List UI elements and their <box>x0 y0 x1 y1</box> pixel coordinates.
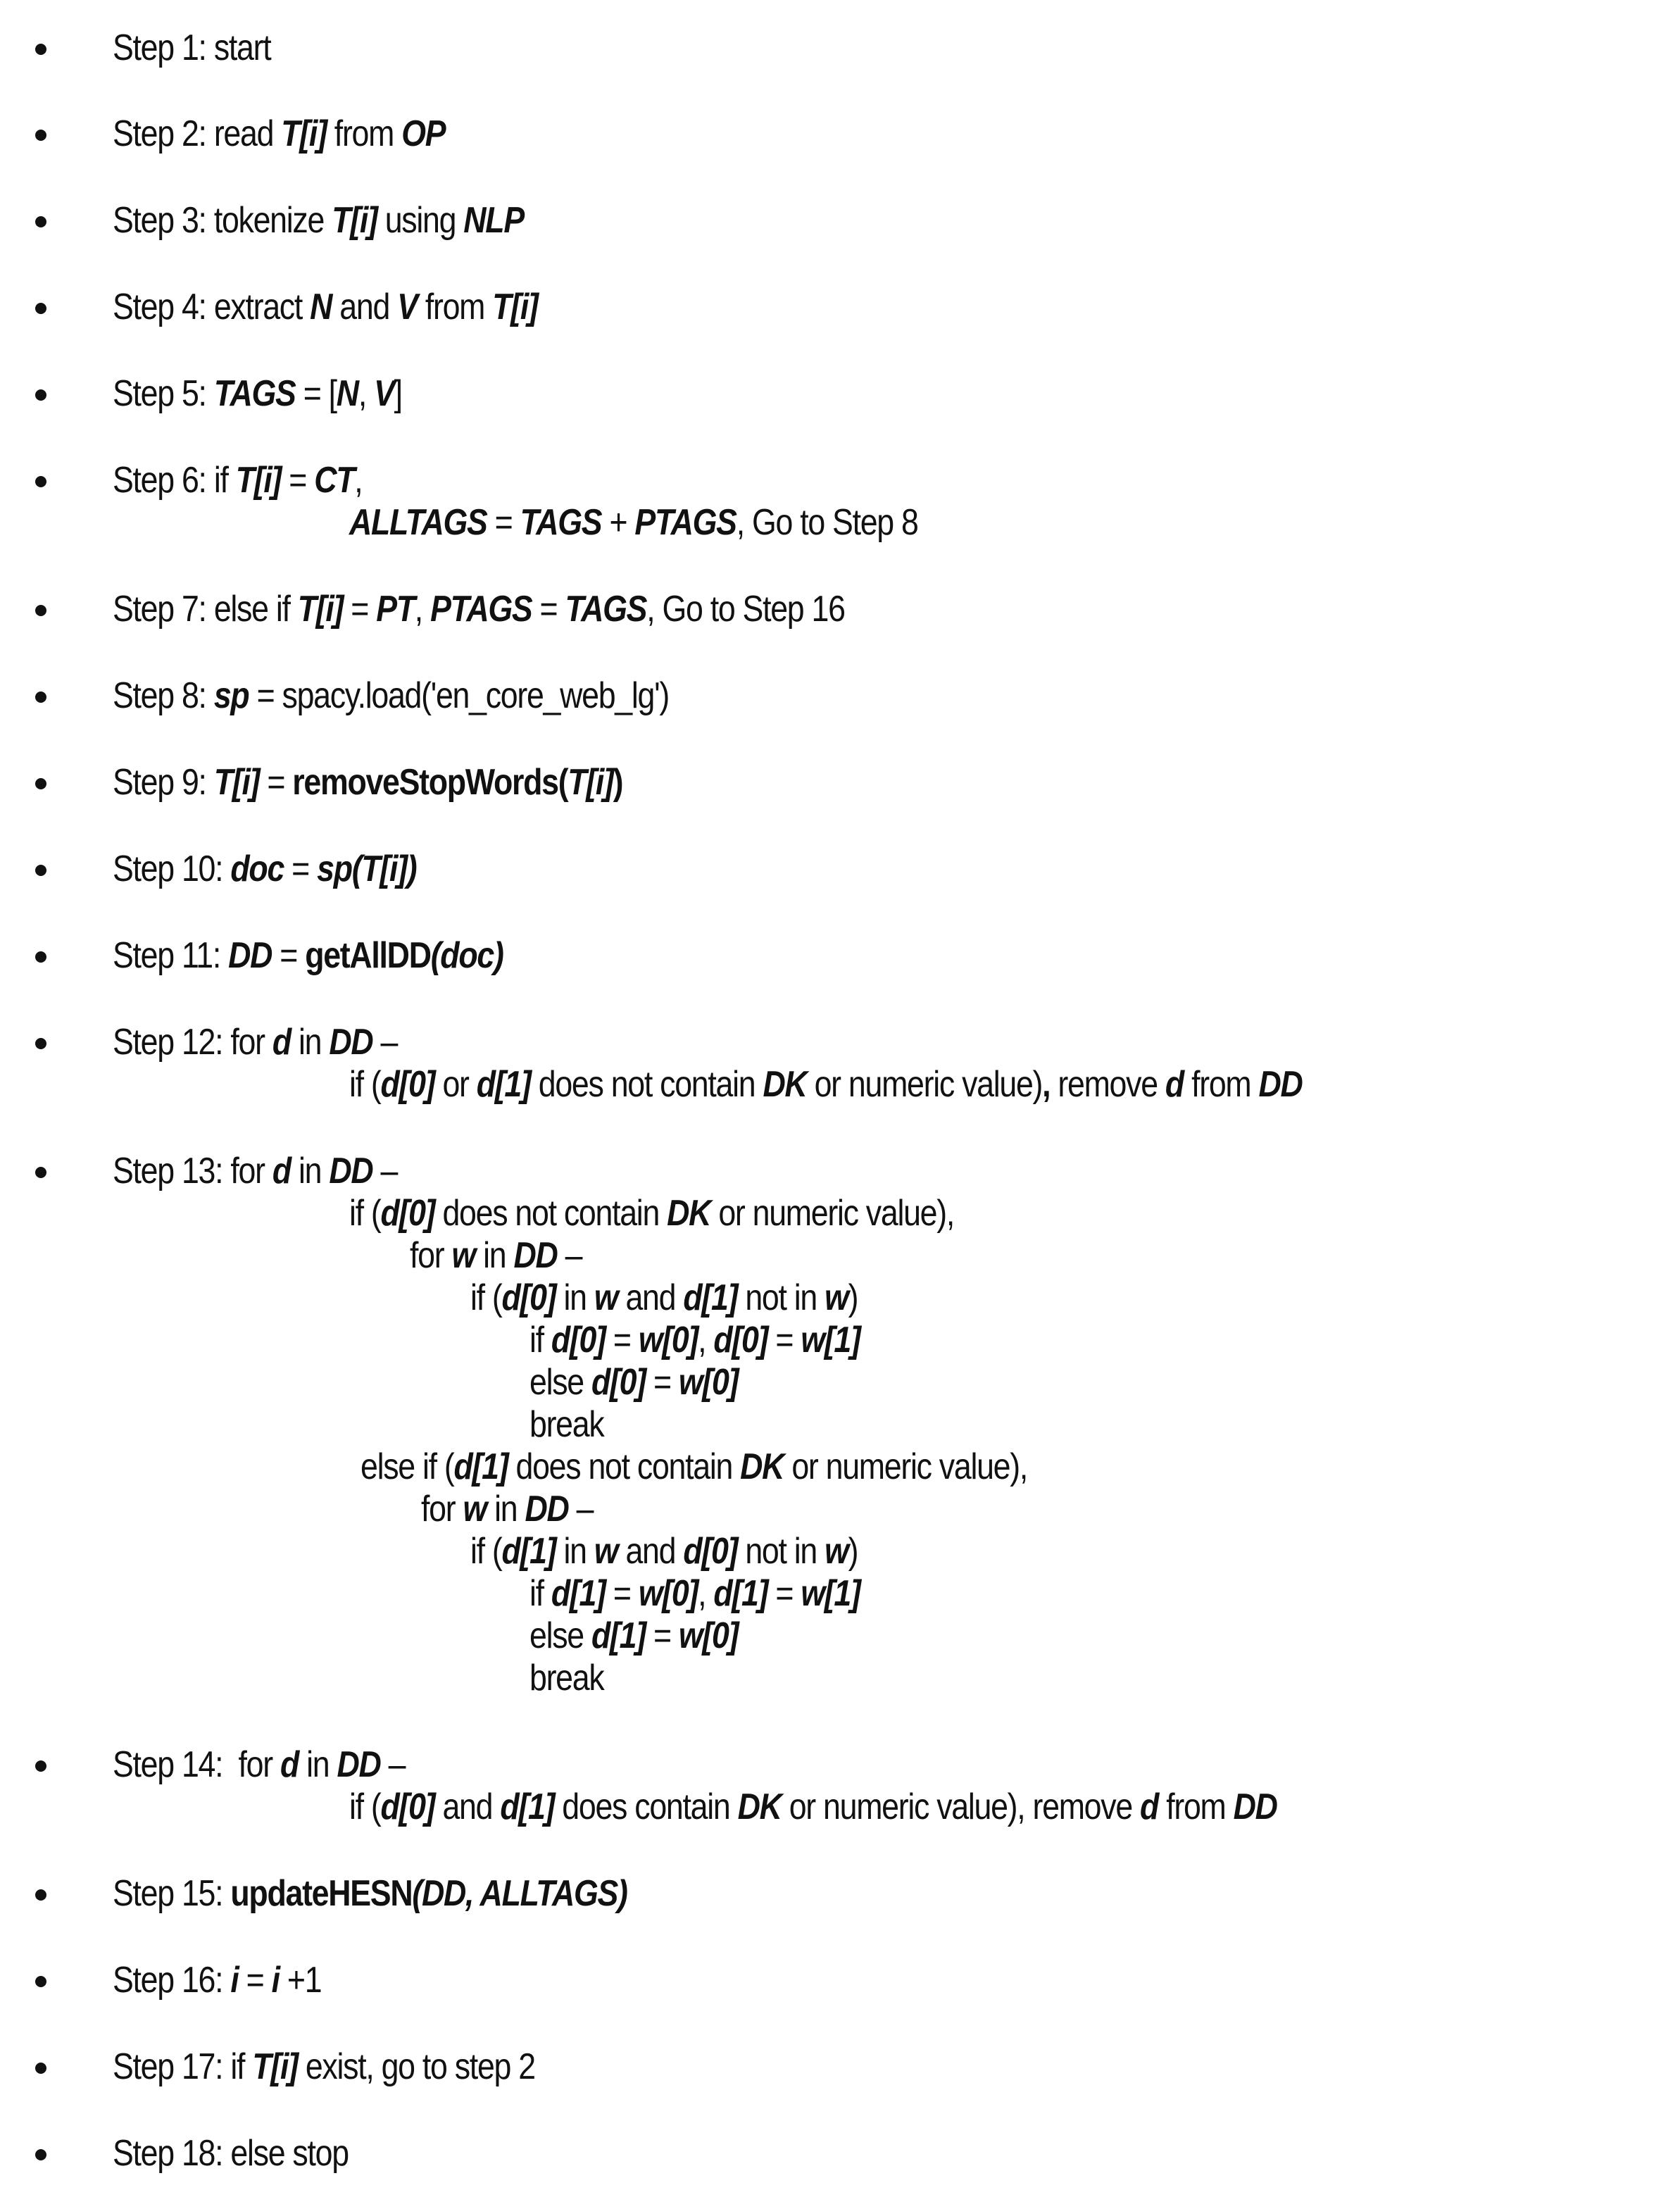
plain-text: in <box>556 1277 594 1318</box>
emphasized-term: DK <box>737 1787 782 1827</box>
plain-text: = [ <box>295 373 337 414</box>
emphasized-term: d[1] <box>551 1573 606 1614</box>
emphasized-term: DK <box>667 1193 711 1234</box>
emphasized-term: d[1] <box>683 1277 738 1318</box>
plain-text: – <box>372 1022 398 1063</box>
plain-text: Step 17: if <box>113 2046 253 2087</box>
plain-text: else <box>529 1615 592 1656</box>
emphasized-term: d[0] <box>591 1362 646 1403</box>
emphasized-term: TAGS <box>565 589 647 630</box>
emphasized-term: V <box>374 373 394 414</box>
step-text <box>113 2132 349 2175</box>
plain-text: for <box>410 1235 452 1276</box>
plain-text: from <box>326 113 402 154</box>
emphasized-term: TAGS <box>520 502 602 543</box>
bullet-icon <box>35 1976 46 1987</box>
emphasized-term: d[0] <box>380 1064 435 1105</box>
emphasized-term: d[1] <box>453 1446 508 1487</box>
step-text <box>113 459 362 501</box>
plain-text: if ( <box>349 1787 381 1827</box>
plain-text: = <box>343 589 377 630</box>
bullet-icon <box>35 2063 46 2074</box>
plain-text: if ( <box>349 1064 381 1105</box>
bullet-icon <box>35 1760 46 1772</box>
emphasized-term: i <box>230 1960 239 2001</box>
step-continuation-line <box>361 1446 1027 1488</box>
bullet-icon <box>35 476 46 487</box>
emphasized-term: d[1] <box>713 1573 768 1614</box>
step-continuation-line <box>349 1786 1277 1828</box>
plain-text: – <box>557 1235 582 1276</box>
step-continuation-line <box>529 1319 860 1361</box>
plain-text: Step 12: for <box>113 1022 272 1063</box>
step-text <box>113 1150 397 1192</box>
plain-text: = <box>645 1615 679 1656</box>
plain-text: , Go to Step 8 <box>736 502 918 543</box>
emphasized-term: PTAGS <box>634 502 736 543</box>
plain-text: does not contain <box>530 1064 763 1105</box>
emphasized-term: d[0] <box>501 1277 556 1318</box>
bullet-icon <box>35 1167 46 1178</box>
step-text <box>113 373 402 415</box>
plain-text: Step 18: else stop <box>113 2133 349 2174</box>
step-text <box>113 675 669 717</box>
plain-text: , <box>414 589 431 630</box>
plain-text: Step 8: <box>113 675 214 716</box>
emphasized-term: sp <box>213 675 249 716</box>
plain-text: or numeric value), <box>710 1193 954 1234</box>
plain-text: = <box>645 1362 679 1403</box>
emphasized-term: w[1] <box>801 1320 860 1360</box>
plain-text: , Go to Step 16 <box>646 589 845 630</box>
plain-text: = <box>767 1320 801 1360</box>
emphasized-term: d[1] <box>501 1531 556 1572</box>
bullet-icon <box>35 951 46 963</box>
emphasized-term: DD <box>329 1022 373 1063</box>
step-text <box>113 1744 405 1786</box>
plain-text: Step 5: <box>113 373 214 414</box>
plain-text: if <box>529 1320 551 1360</box>
emphasized-term: removeStopWords( <box>292 762 568 803</box>
plain-text: Step 7: else if <box>113 589 298 630</box>
emphasized-term: w[0] <box>678 1615 739 1656</box>
step-text <box>113 761 622 803</box>
bullet-icon <box>35 1889 46 1901</box>
plain-text: not in <box>737 1277 825 1318</box>
plain-text: = <box>238 1960 272 2001</box>
plain-text: else if ( <box>361 1446 454 1487</box>
emphasized-term: d[0] <box>551 1320 606 1360</box>
plain-text: Step 3: tokenize <box>113 200 332 241</box>
step-text <box>113 588 845 630</box>
step-continuation-line <box>529 1361 738 1403</box>
step-text <box>113 1959 321 2001</box>
emphasized-term: V <box>397 287 418 327</box>
emphasized-term: w[0] <box>678 1362 739 1403</box>
step-text <box>113 934 503 977</box>
plain-text: not in <box>737 1531 825 1572</box>
emphasized-term: w[0] <box>638 1573 698 1614</box>
plain-text: , <box>358 373 375 414</box>
emphasized-term: d[1] <box>500 1787 555 1827</box>
emphasized-term: OP <box>401 113 446 154</box>
plain-text: or <box>434 1064 477 1105</box>
emphasized-term: NLP <box>463 200 524 241</box>
plain-text: – <box>372 1151 398 1191</box>
plain-text: = <box>259 762 293 803</box>
plain-text: exist, go to step 2 <box>297 2046 535 2087</box>
step-continuation-line <box>529 1615 738 1657</box>
emphasized-term: DK <box>763 1064 807 1105</box>
plain-text: Step 16: <box>113 1960 231 2001</box>
emphasized-term: DD <box>329 1151 373 1191</box>
plain-text: Step 1: start <box>113 27 271 68</box>
plain-text: does not contain <box>434 1193 667 1234</box>
step-continuation-line <box>470 1530 858 1572</box>
bullet-icon <box>35 605 46 616</box>
emphasized-term: w <box>594 1277 618 1318</box>
plain-text: using <box>377 200 464 241</box>
bullet-icon <box>35 130 46 141</box>
step-text <box>113 848 416 890</box>
emphasized-term: DD <box>337 1744 381 1785</box>
plain-text: , <box>698 1320 714 1360</box>
emphasized-term: d[0] <box>683 1531 738 1572</box>
plain-text: = spacy.load('en_core_web_lg') <box>249 675 669 716</box>
plain-text: ) <box>848 1277 858 1318</box>
emphasized-term: N <box>336 373 358 414</box>
plain-text: or numeric value), <box>784 1446 1028 1487</box>
plain-text: or numeric value), remove <box>781 1787 1141 1827</box>
emphasized-term: d[1] <box>476 1064 531 1105</box>
plain-text: break <box>529 1404 604 1445</box>
plain-text: +1 <box>279 1960 322 2001</box>
emphasized-term: sp(T[i]) <box>317 849 417 889</box>
step-continuation-line <box>349 1192 954 1234</box>
bullet-icon <box>35 216 46 227</box>
plain-text: Step 9: <box>113 762 214 803</box>
emphasized-term: PTAGS <box>430 589 532 630</box>
step-text <box>113 199 524 242</box>
step-text <box>113 1021 397 1063</box>
bullet-icon <box>35 44 46 55</box>
plain-text: remove <box>1050 1064 1165 1105</box>
step-continuation-line <box>349 1063 1303 1106</box>
emphasized-term: w[0] <box>638 1320 698 1360</box>
plain-text: Step 14: for <box>113 1744 280 1785</box>
emphasized-term: d[0] <box>380 1193 435 1234</box>
emphasized-term: T[i] <box>297 589 344 630</box>
plain-text: break <box>529 1658 604 1698</box>
emphasized-term: TAGS <box>213 373 296 414</box>
emphasized-term: T[i] <box>492 287 538 327</box>
emphasized-term: d <box>272 1022 291 1063</box>
plain-text: – <box>380 1744 406 1785</box>
plain-text: ) <box>848 1531 858 1572</box>
plain-text: Step 15: <box>113 1873 231 1914</box>
emphasized-term: d <box>1165 1064 1184 1105</box>
plain-text: in <box>290 1022 330 1063</box>
step-text <box>113 2046 535 2088</box>
step-continuation-line <box>410 1234 582 1277</box>
plain-text: , <box>698 1573 714 1614</box>
emphasized-term: w <box>463 1489 487 1529</box>
emphasized-term: d <box>280 1744 299 1785</box>
emphasized-term: DD <box>513 1235 558 1276</box>
emphasized-term: DD <box>228 935 272 976</box>
emphasized-term: PT <box>376 589 415 630</box>
emphasized-term: DD <box>525 1489 569 1529</box>
emphasized-term: T[i] <box>213 762 260 803</box>
emphasized-term: w <box>594 1531 618 1572</box>
emphasized-term: ALLTAGS <box>349 502 487 543</box>
plain-text: = <box>767 1573 801 1614</box>
plain-text: in <box>290 1151 330 1191</box>
emphasized-term: d <box>272 1151 291 1191</box>
step-continuation-line <box>470 1277 858 1319</box>
plain-text: for <box>421 1489 463 1529</box>
plain-text: = <box>605 1573 639 1614</box>
emphasized-term: T[i] <box>332 200 377 241</box>
bullet-icon <box>35 1038 46 1049</box>
emphasized-term: DD <box>1258 1064 1303 1105</box>
plain-text: if <box>529 1573 551 1614</box>
plain-text: and <box>434 1787 501 1827</box>
plain-text: from <box>1183 1064 1259 1105</box>
emphasized-term: updateHESN <box>230 1873 413 1914</box>
plain-text: and <box>618 1277 684 1318</box>
step-continuation-line <box>529 1403 603 1446</box>
bullet-icon <box>35 692 46 703</box>
emphasized-term: DK <box>740 1446 784 1487</box>
emphasized-term: ) <box>613 762 623 803</box>
emphasized-term: getAllDD <box>305 935 431 976</box>
plain-text: does contain <box>554 1787 738 1827</box>
plain-text: = <box>272 935 306 976</box>
plain-text: = <box>281 460 315 501</box>
emphasized-term: (doc) <box>430 935 503 976</box>
plain-text: if ( <box>470 1531 502 1572</box>
bullet-icon <box>35 2149 46 2160</box>
emphasized-term: DD <box>1233 1787 1277 1827</box>
bullet-icon <box>35 778 46 789</box>
emphasized-term: T[i] <box>235 460 282 501</box>
emphasized-term: doc <box>230 849 284 889</box>
emphasized-term: w <box>825 1277 848 1318</box>
emphasized-term: N <box>310 287 332 327</box>
plain-text: and <box>332 287 398 327</box>
plain-text: if ( <box>349 1193 381 1234</box>
emphasized-term: w <box>825 1531 848 1572</box>
plain-text: + <box>601 502 635 543</box>
plain-text: in <box>299 1744 337 1785</box>
emphasized-term: , <box>1042 1064 1051 1105</box>
plain-text: = <box>487 502 520 543</box>
plain-text: does not contain <box>508 1446 741 1487</box>
emphasized-term: i <box>271 1960 280 2001</box>
step-continuation-line <box>421 1488 593 1530</box>
plain-text: Step 6: if <box>113 460 236 501</box>
step-continuation-line <box>529 1572 860 1615</box>
plain-text: , <box>354 460 363 501</box>
plain-text: = <box>532 589 565 630</box>
plain-text: = <box>605 1320 639 1360</box>
plain-text: = <box>284 849 318 889</box>
bullet-icon <box>35 389 46 401</box>
plain-text: or numeric value) <box>806 1064 1043 1105</box>
step-continuation-line <box>349 501 918 544</box>
emphasized-term: (DD, ALLTAGS) <box>412 1873 627 1914</box>
emphasized-term: d <box>1140 1787 1159 1827</box>
plain-text: ] <box>394 373 402 414</box>
emphasized-term: d[1] <box>591 1615 646 1656</box>
plain-text: in <box>475 1235 514 1276</box>
plain-text: Step 11: <box>113 935 229 976</box>
plain-text: and <box>618 1531 684 1572</box>
plain-text: in <box>486 1489 525 1529</box>
emphasized-term: w[1] <box>801 1573 860 1614</box>
step-continuation-line <box>529 1657 603 1699</box>
emphasized-term: T[i] <box>252 2046 298 2087</box>
bullet-icon <box>35 303 46 314</box>
plain-text: if ( <box>470 1277 502 1318</box>
step-text <box>113 286 538 328</box>
emphasized-term: d[0] <box>380 1787 435 1827</box>
bullet-icon <box>35 865 46 876</box>
plain-text: from <box>417 287 493 327</box>
step-text <box>113 27 270 69</box>
emphasized-term: T[i] <box>281 113 327 154</box>
plain-text: Step 13: for <box>113 1151 272 1191</box>
emphasized-term: T[i] <box>568 762 613 803</box>
plain-text: Step 4: extract <box>113 287 311 327</box>
plain-text: else <box>529 1362 592 1403</box>
emphasized-term: CT <box>314 460 355 501</box>
emphasized-term: d[0] <box>713 1320 768 1360</box>
plain-text: Step 2: read <box>113 113 282 154</box>
step-text <box>113 1872 627 1915</box>
emphasized-term: w <box>451 1235 475 1276</box>
step-text <box>113 113 445 155</box>
plain-text: from <box>1158 1787 1234 1827</box>
plain-text: Step 10: <box>113 849 231 889</box>
plain-text: – <box>568 1489 594 1529</box>
plain-text: in <box>556 1531 594 1572</box>
